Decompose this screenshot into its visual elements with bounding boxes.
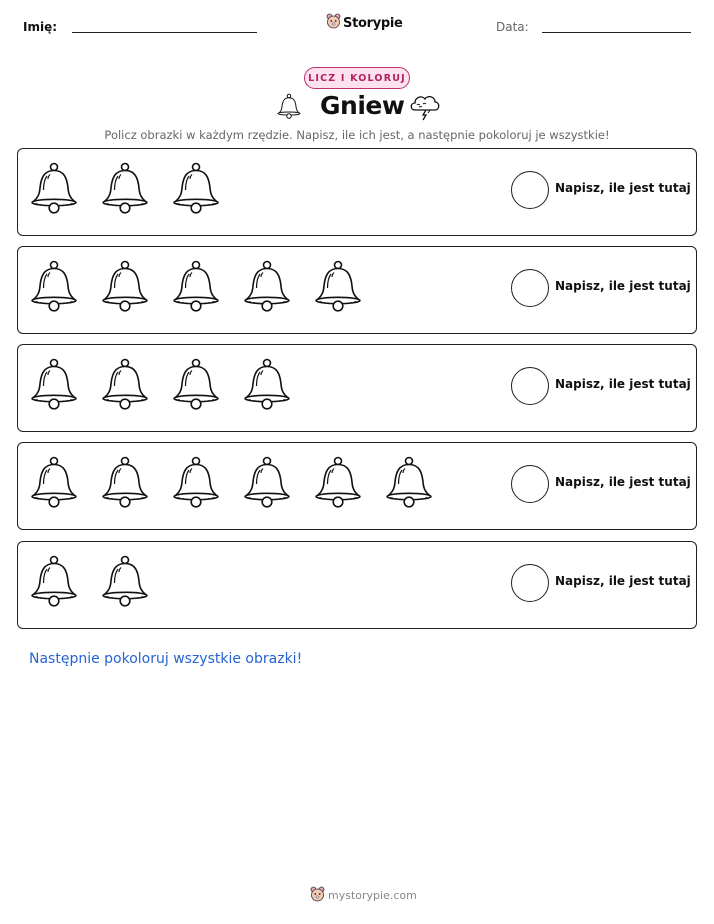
bell-icon (30, 259, 78, 315)
brand-name: Storypie (343, 15, 403, 31)
bell-icon (30, 357, 78, 413)
page-title: Gniew (320, 91, 405, 120)
bell-group (30, 259, 362, 315)
answer-circle[interactable] (511, 367, 549, 405)
answer-label: Napisz, ile jest tutaj (555, 377, 691, 391)
bell-icon (101, 259, 149, 315)
bell-icon (172, 161, 220, 217)
bell-icon (30, 161, 78, 217)
site-footer (310, 886, 417, 905)
bell-icon (385, 455, 433, 511)
activity-badge: LICZ I KOLORUJ (304, 67, 410, 89)
bell-icon (172, 357, 220, 413)
count-row (17, 246, 697, 334)
instructions: Policz obrazki w każdym rzędzie. Napisz, ile ich jest, a następnie pokoloruj je wszystkie! (104, 128, 610, 142)
bell-group (30, 357, 291, 413)
bell-group (30, 554, 149, 610)
answer-circle[interactable] (511, 465, 549, 503)
answer-label: Napisz, ile jest tutaj (555, 279, 691, 293)
bear-logo-icon (326, 13, 341, 33)
bell-icon (172, 259, 220, 315)
date-line (542, 32, 691, 33)
name-label: Imię: (23, 20, 58, 34)
bell-icon (101, 161, 149, 217)
bell-icon (277, 93, 301, 123)
answer-circle[interactable] (511, 269, 549, 307)
bell-icon (30, 455, 78, 511)
storm-cloud-icon (408, 91, 440, 125)
site-url: mystorypie.com (328, 889, 417, 902)
name-line (72, 32, 257, 33)
count-row (17, 344, 697, 432)
bell-icon (30, 554, 78, 610)
bell-icon (101, 554, 149, 610)
answer-label: Napisz, ile jest tutaj (555, 475, 691, 489)
bell-icon (172, 455, 220, 511)
bell-icon (243, 455, 291, 511)
count-row (17, 148, 697, 236)
bell-icon (101, 357, 149, 413)
bell-group (30, 161, 220, 217)
answer-circle[interactable] (511, 171, 549, 209)
date-label: Data: (496, 20, 529, 34)
count-row (17, 442, 697, 530)
count-row (17, 541, 697, 629)
answer-label: Napisz, ile jest tutaj (555, 574, 691, 588)
answer-circle[interactable] (511, 564, 549, 602)
answer-label: Napisz, ile jest tutaj (555, 181, 691, 195)
bell-icon (314, 259, 362, 315)
bell-group (30, 455, 433, 511)
bear-logo-icon (310, 886, 325, 905)
bell-icon (314, 455, 362, 511)
bell-icon (101, 455, 149, 511)
bell-icon (243, 259, 291, 315)
brand-logo (326, 13, 403, 33)
footer-instruction: Następnie pokoloruj wszystkie obrazki! (29, 651, 303, 667)
bell-icon (243, 357, 291, 413)
